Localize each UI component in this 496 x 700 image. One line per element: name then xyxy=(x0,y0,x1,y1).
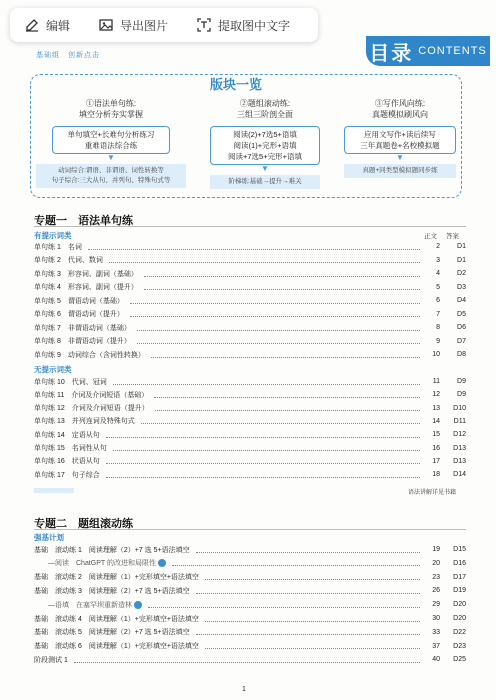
contents-title: 目录 xyxy=(369,42,414,65)
toc-row-answer: D5 xyxy=(457,310,466,318)
toc-row[interactable] xyxy=(34,654,466,665)
toc-row-page: 33 xyxy=(432,628,440,636)
toc-row-label: 单句练 12 介词及介词短语（提升） xyxy=(34,405,149,413)
page-number: 1 xyxy=(242,686,246,693)
toc-leader-dots xyxy=(144,271,420,277)
col-header-page: 正文 xyxy=(424,233,437,240)
toc-row-label: 单句练 7 非谓语动词（基础） xyxy=(34,324,131,332)
toc-row-label: 基础 滚动练 6 阅读理解（1）+完形填空+语法填空 xyxy=(34,643,199,651)
toc-row-page: 11 xyxy=(432,378,440,385)
toc-row-page: 15 xyxy=(432,431,440,439)
toc-row-label: 单句练 13 并列连词及特殊句式 xyxy=(34,418,135,426)
toc-row[interactable] xyxy=(34,282,466,293)
toc-row-page: 2 xyxy=(436,243,440,250)
toc-row-page: 9 xyxy=(436,337,440,345)
toc-row-page: 40 xyxy=(432,656,440,664)
toc-row-label: —语填 在塞罕坝重新造林 xyxy=(34,601,132,609)
toc-row-answer: D6 xyxy=(457,324,466,331)
toc-row-page: 3 xyxy=(436,256,440,264)
toc-row-answer: D4 xyxy=(457,297,466,304)
toc-row-answer: D20 xyxy=(453,615,466,622)
toc-row-page: 10 xyxy=(432,351,440,358)
toc-row-answer: D13 xyxy=(453,457,466,465)
toc-row[interactable] xyxy=(34,255,466,266)
toc-row-label: 单句练 5 谓语动词（基础） xyxy=(34,297,124,305)
toc-row-label: 单句练 10 代词、冠词 xyxy=(34,378,107,386)
toc-row[interactable] xyxy=(34,429,466,440)
toc-leader-dots xyxy=(88,244,420,250)
toc-leader-dots xyxy=(106,458,420,464)
col-heading: ③写作风向练: xyxy=(374,99,426,108)
toc-leader-dots xyxy=(141,418,420,424)
down-arrow-icon: ▼ xyxy=(107,153,115,162)
toc-leader-dots xyxy=(205,616,420,622)
toc-leader-dots xyxy=(196,547,420,553)
toc-row[interactable] xyxy=(34,572,466,583)
toc-row-answer: D1 xyxy=(457,243,466,250)
toc-row[interactable] xyxy=(34,416,466,427)
toc-row-label: 基础 滚动练 2 阅读理解（1）+完形填空+语法填空 xyxy=(34,574,199,582)
toc-row-label: 基础 滚动练 3 阅读理解（2）+7 选 5+语法填空 xyxy=(34,587,190,595)
toc-row-page: 12 xyxy=(432,391,440,399)
image-icon xyxy=(98,17,114,33)
col-box: 应用文写作+读后续写 三年真题卷+名校模拟题 xyxy=(344,126,456,154)
section-1-footnote: 语法讲解详见书籍 xyxy=(407,490,456,496)
toc-row[interactable] xyxy=(34,443,466,454)
toc-leader-dots xyxy=(205,643,420,649)
contents-banner xyxy=(366,36,490,66)
extract-text-button[interactable] xyxy=(182,8,304,42)
col-heading: ②题组滚动练: xyxy=(239,99,291,108)
toc-row-page: 4 xyxy=(436,270,440,277)
toc-row-label: 单句练 14 定语从句 xyxy=(34,431,100,439)
toc-row-page: 16 xyxy=(432,444,440,452)
toc-row[interactable] xyxy=(34,241,466,252)
toc-row-answer: D10 xyxy=(453,404,466,412)
col-header-answer: 答案 xyxy=(446,233,459,240)
export-image-label: 导出图片 xyxy=(120,18,169,33)
toc-row-page: 19 xyxy=(432,546,440,553)
toc-row-answer: D19 xyxy=(453,587,466,595)
toc-leader-dots xyxy=(196,629,420,635)
toc-row-page: 14 xyxy=(432,417,440,425)
toc-row[interactable] xyxy=(34,627,466,638)
toc-row-label: 基础 滚动练 4 阅读理解（1）+完形填空+语法填空 xyxy=(34,615,199,623)
col-box: 单句填空+长难句分析练习 重难语法综合练 xyxy=(52,126,170,154)
down-arrow-icon: ▼ xyxy=(261,164,269,173)
toc-row-page: 5 xyxy=(436,283,440,291)
toc-leader-dots xyxy=(151,352,420,358)
toc-leader-dots xyxy=(137,325,420,331)
toc-row[interactable] xyxy=(34,599,466,610)
toc-row[interactable] xyxy=(34,641,466,652)
toc-row-page: 18 xyxy=(432,471,440,479)
audio-icon xyxy=(158,559,166,567)
toc-row-answer: D1 xyxy=(457,256,466,264)
section-1-category-2: 无提示词类 xyxy=(34,365,72,374)
toc-row[interactable] xyxy=(34,389,466,400)
toc-row-answer: D7 xyxy=(457,337,466,345)
toc-row-page: 37 xyxy=(432,642,440,650)
section-2-title: 专题二 题组滚动练 xyxy=(34,518,133,530)
section-1-bar xyxy=(34,488,74,493)
toc-row-page: 30 xyxy=(432,615,440,622)
section-2-rule xyxy=(34,529,466,530)
toc-row-answer: D15 xyxy=(453,546,466,553)
section-1-category-1: 有提示词类 xyxy=(34,231,72,240)
contents-en: CONTENTS xyxy=(418,45,487,57)
toc-row-page: 6 xyxy=(436,297,440,304)
toc-leader-dots xyxy=(154,392,420,398)
toc-row-label: 单句练 17 句子综合 xyxy=(34,471,100,479)
overview-title: 版块一览 xyxy=(210,77,263,92)
toc-row[interactable] xyxy=(34,469,466,480)
toc-leader-dots xyxy=(113,445,420,451)
toc-row-label: 单句练 15 名词性从句 xyxy=(34,445,107,452)
toc-row[interactable] xyxy=(34,585,466,596)
toc-leader-dots xyxy=(130,298,420,304)
overview-col-2 xyxy=(210,98,320,189)
toc-row-page: 7 xyxy=(436,310,440,318)
toc-leader-dots xyxy=(130,311,420,317)
audio-icon xyxy=(134,601,142,609)
toc-row-page: 29 xyxy=(432,601,440,609)
toc-row-label: 单句练 4 形容词、副词（提升） xyxy=(34,284,138,291)
toc-leader-dots xyxy=(106,432,420,438)
toc-leader-dots xyxy=(106,472,420,478)
edit-button[interactable] xyxy=(10,8,84,42)
toc-leader-dots xyxy=(113,379,420,385)
col-sub: 动词综合:谓语、非谓语、词性转换等 句子综合:三大从句、并列句、特殊句式等 xyxy=(36,164,186,188)
toc-row[interactable] xyxy=(34,295,466,306)
toc-row-page: 26 xyxy=(432,587,440,595)
toc-row-label: 单句练 16 状语从句 xyxy=(34,458,100,466)
toc-row-label: 阶段测试 1 xyxy=(34,656,68,664)
header-left-text: 基础组 创新点击 xyxy=(36,52,100,59)
toc-leader-dots xyxy=(109,257,420,263)
toc-row-answer: D2 xyxy=(457,270,466,277)
toc-row-label: 单句练 11 介词及介词短语（基础） xyxy=(34,391,149,399)
toc-leader-dots xyxy=(148,602,420,608)
col-subheading: 真题模拟刷风向 xyxy=(372,110,428,119)
toc-leader-dots xyxy=(144,284,420,290)
toc-row-label: 单句练 1 名词 xyxy=(34,243,82,251)
overview-col-3 xyxy=(344,98,456,178)
toc-row-answer: D25 xyxy=(453,656,466,664)
export-image-button[interactable] xyxy=(84,8,182,42)
edit-label: 编辑 xyxy=(46,18,71,33)
toc-row-label: 基础 滚动练 1 阅读理解（2）+7 选 5+语法填空 xyxy=(34,546,190,554)
toc-row[interactable] xyxy=(34,309,466,320)
extract-text-label: 提取图中文字 xyxy=(218,18,291,33)
toc-row-page: 23 xyxy=(432,573,440,581)
toc-row-answer: D3 xyxy=(457,283,466,291)
toc-row-answer: D22 xyxy=(453,628,466,636)
toc-leader-dots xyxy=(196,588,420,594)
toc-row-label: 单句练 9 动词综合（含词性转换） xyxy=(34,351,145,359)
toc-leader-dots xyxy=(155,405,420,411)
toc-row-page: 17 xyxy=(432,457,440,465)
toc-row[interactable] xyxy=(34,376,466,387)
toc-row[interactable] xyxy=(34,268,466,279)
toc-row-answer: D17 xyxy=(453,573,466,581)
toc-leader-dots xyxy=(205,574,420,580)
col-subheading: 填空分析夯实掌握 xyxy=(79,110,143,119)
toc-row-answer: D20 xyxy=(453,601,466,609)
down-arrow-icon: ▼ xyxy=(396,153,404,162)
text-scan-icon xyxy=(196,17,212,33)
toc-row-answer: D9 xyxy=(457,391,466,399)
toc-row[interactable] xyxy=(34,613,466,624)
toc-row-answer: D16 xyxy=(453,559,466,567)
col-sub: 真题+同类型模拟题同步练 xyxy=(344,164,456,178)
pencil-icon xyxy=(24,17,40,33)
toc-row-page: 13 xyxy=(432,404,440,412)
toc-row-answer: D9 xyxy=(457,378,466,385)
section-2-category-1: 强基计划 xyxy=(34,533,64,542)
toc-row[interactable] xyxy=(34,456,466,467)
image-toolbar xyxy=(10,8,318,42)
toc-row-answer: D13 xyxy=(453,444,466,452)
toc-row[interactable] xyxy=(34,322,466,333)
toc-row-page: 8 xyxy=(436,324,440,331)
toc-row[interactable] xyxy=(34,336,466,347)
toc-row-label: 单句练 2 代词、数词 xyxy=(34,257,103,264)
col-subheading: 三组三阶剖全面 xyxy=(237,110,293,119)
toc-row-label: —阅读 ChatGPT 的改进和局限性 xyxy=(34,560,156,568)
col-box: 阅读(2)+7选5+语填 阅读(1)+完形+语填 阅读+7选5+完形+语填 xyxy=(210,126,320,165)
toc-leader-dots xyxy=(74,657,420,663)
toc-row-label: 基础 滚动练 5 阅读理解（2）+7 选 5+语法填空 xyxy=(34,629,190,637)
toc-row-page: 20 xyxy=(432,559,440,567)
toc-row[interactable] xyxy=(34,403,466,414)
toc-row-answer: D11 xyxy=(453,417,466,425)
toc-row-label: 单句练 3 形容词、副词（基础） xyxy=(34,270,138,278)
toc-row-answer: D8 xyxy=(457,351,466,358)
toc-leader-dots xyxy=(172,560,420,566)
toc-row[interactable] xyxy=(34,544,466,555)
toc-leader-dots xyxy=(137,338,420,344)
toc-row-answer: D14 xyxy=(453,471,466,479)
toc-row-answer: D23 xyxy=(453,642,466,650)
section-1-rule xyxy=(34,226,466,227)
overview-col-1 xyxy=(36,98,186,188)
col-sub: 阶梯练:基础→提升→难关 xyxy=(210,175,320,189)
toc-row[interactable] xyxy=(34,558,466,569)
col-heading: ①语法单句练: xyxy=(85,99,137,108)
toc-row-answer: D12 xyxy=(453,431,466,439)
toc-row-label: 单句练 6 谓语动词（提升） xyxy=(34,311,124,318)
toc-row-label: 单句练 8 非谓语动词（提升） xyxy=(34,338,131,345)
toc-row[interactable] xyxy=(34,349,466,360)
section-1-title: 专题一 语法单句练 xyxy=(34,215,133,227)
